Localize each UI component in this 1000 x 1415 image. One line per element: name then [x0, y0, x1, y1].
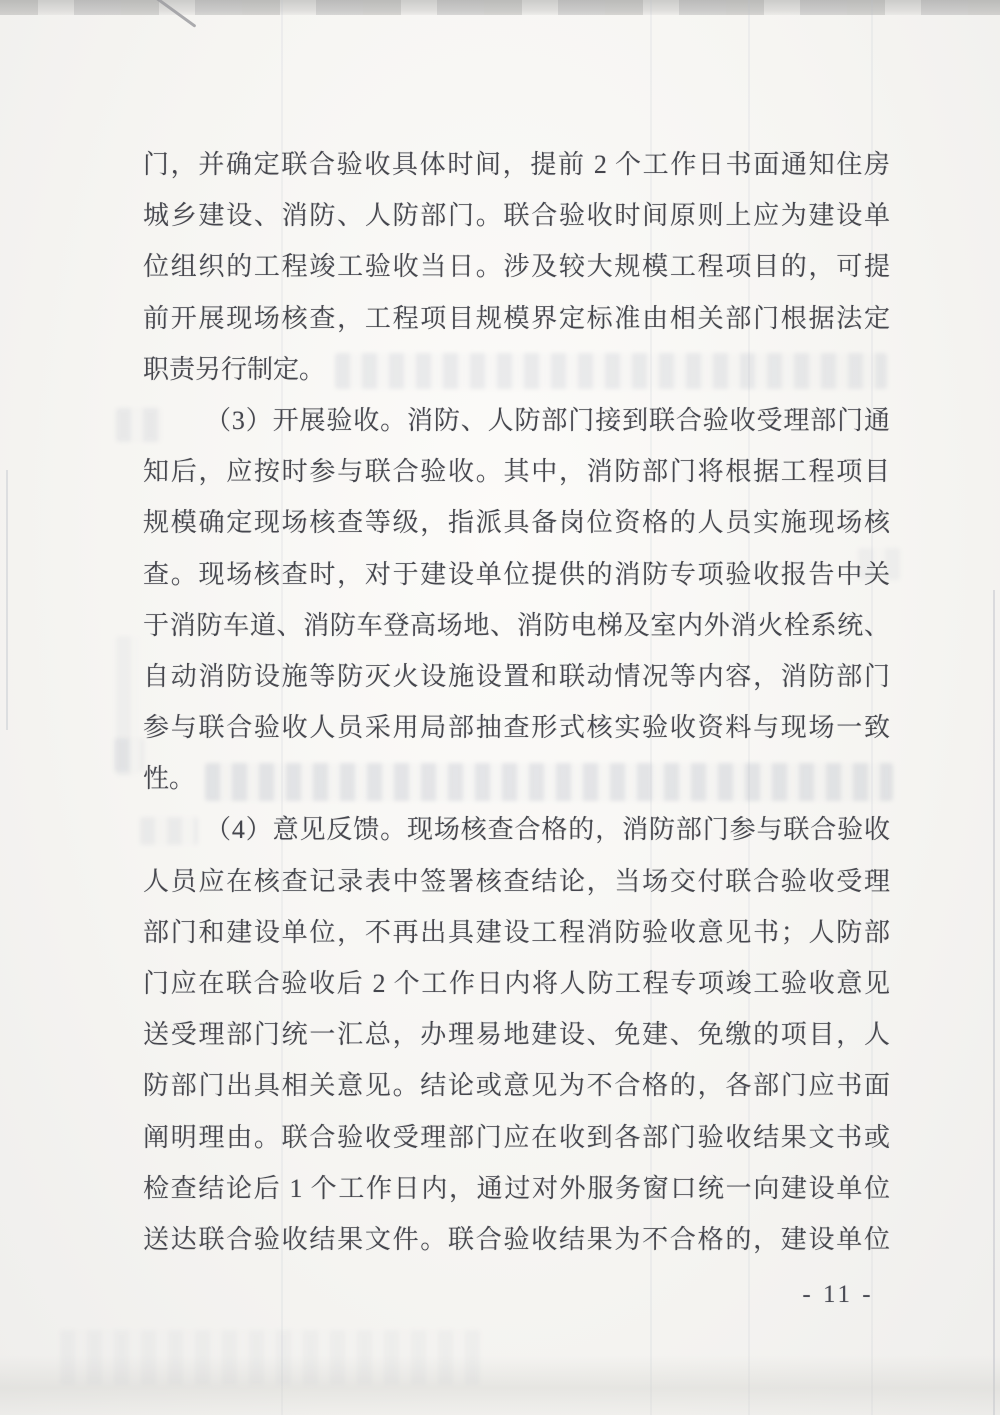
text-line: 阐明理由。联合验收受理部门应在收到各部门验收结果文书或 [143, 1122, 890, 1152]
document-body-text [143, 139, 890, 1265]
bleedthrough-smudge [116, 636, 140, 776]
text-line: 参与联合验收人员采用局部抽查形式核实验收资料与现场一致 [143, 713, 890, 743]
text-line: 检查结论后 1 个工作日内，通过对外服务窗口统一向建设单位 [143, 1173, 890, 1203]
bleedthrough-smudge [60, 1330, 480, 1385]
text-line: 前开展现场核查，工程项目规模界定标准由相关部门根据法定 [143, 303, 890, 333]
paper-left-edge-shadow [6, 470, 8, 730]
text-line: 城乡建设、消防、人防部门。联合验收时间原则上应为建设单 [143, 201, 890, 231]
text-line: 性。 [143, 764, 196, 794]
scan-top-edge-band [0, 0, 1000, 15]
text-line: 位组织的工程竣工验收当日。涉及较大规模工程项目的，可提 [143, 252, 890, 282]
text-line: 知后，应按时参与联合验收。其中，消防部门将根据工程项目 [143, 457, 890, 487]
text-line: 查。现场核查时，对于建设单位提供的消防专项验收报告中关 [143, 559, 890, 589]
text-line: 人员应在核查记录表中签署核查结论，当场交付联合验收受理 [143, 866, 890, 896]
text-line: 部门和建设单位，不再出具建设工程消防验收意见书；人防部 [143, 917, 890, 947]
text-line: 送受理部门统一汇总，办理易地建设、免建、免缴的项目，人 [143, 1020, 890, 1050]
paper-right-edge-shadow [993, 590, 995, 1415]
text-line: 门应在联合验收后 2 个工作日内将人防工程专项竣工验收意见 [143, 969, 890, 998]
text-line: 门，并确定联合验收具体时间，提前 2 个工作日书面通知住房 [143, 150, 890, 179]
text-line: 规模确定现场核查等级，指派具备岗位资格的人员实施现场核 [143, 508, 890, 538]
text-line: 防部门出具相关意见。结论或意见为不合格的，各部门应书面 [143, 1071, 890, 1101]
text-line: （4）意见反馈。现场核查合格的，消防部门参与联合验收 [205, 815, 890, 845]
text-line: 于消防车道、消防车登高场地、消防电梯及室内外消火栓系统、 [143, 610, 890, 640]
text-line: （3）开展验收。消防、人防部门接到联合验收受理部门通 [205, 405, 890, 435]
page-number: - 11 - [802, 1281, 874, 1308]
text-line: 自动消防设施等防灭火设施设置和联动情况等内容，消防部门 [143, 661, 890, 691]
text-line: 送达联合验收结果文件。联合验收结果为不合格的，建设单位 [143, 1224, 890, 1254]
text-line: 职责另行制定。 [143, 354, 326, 384]
